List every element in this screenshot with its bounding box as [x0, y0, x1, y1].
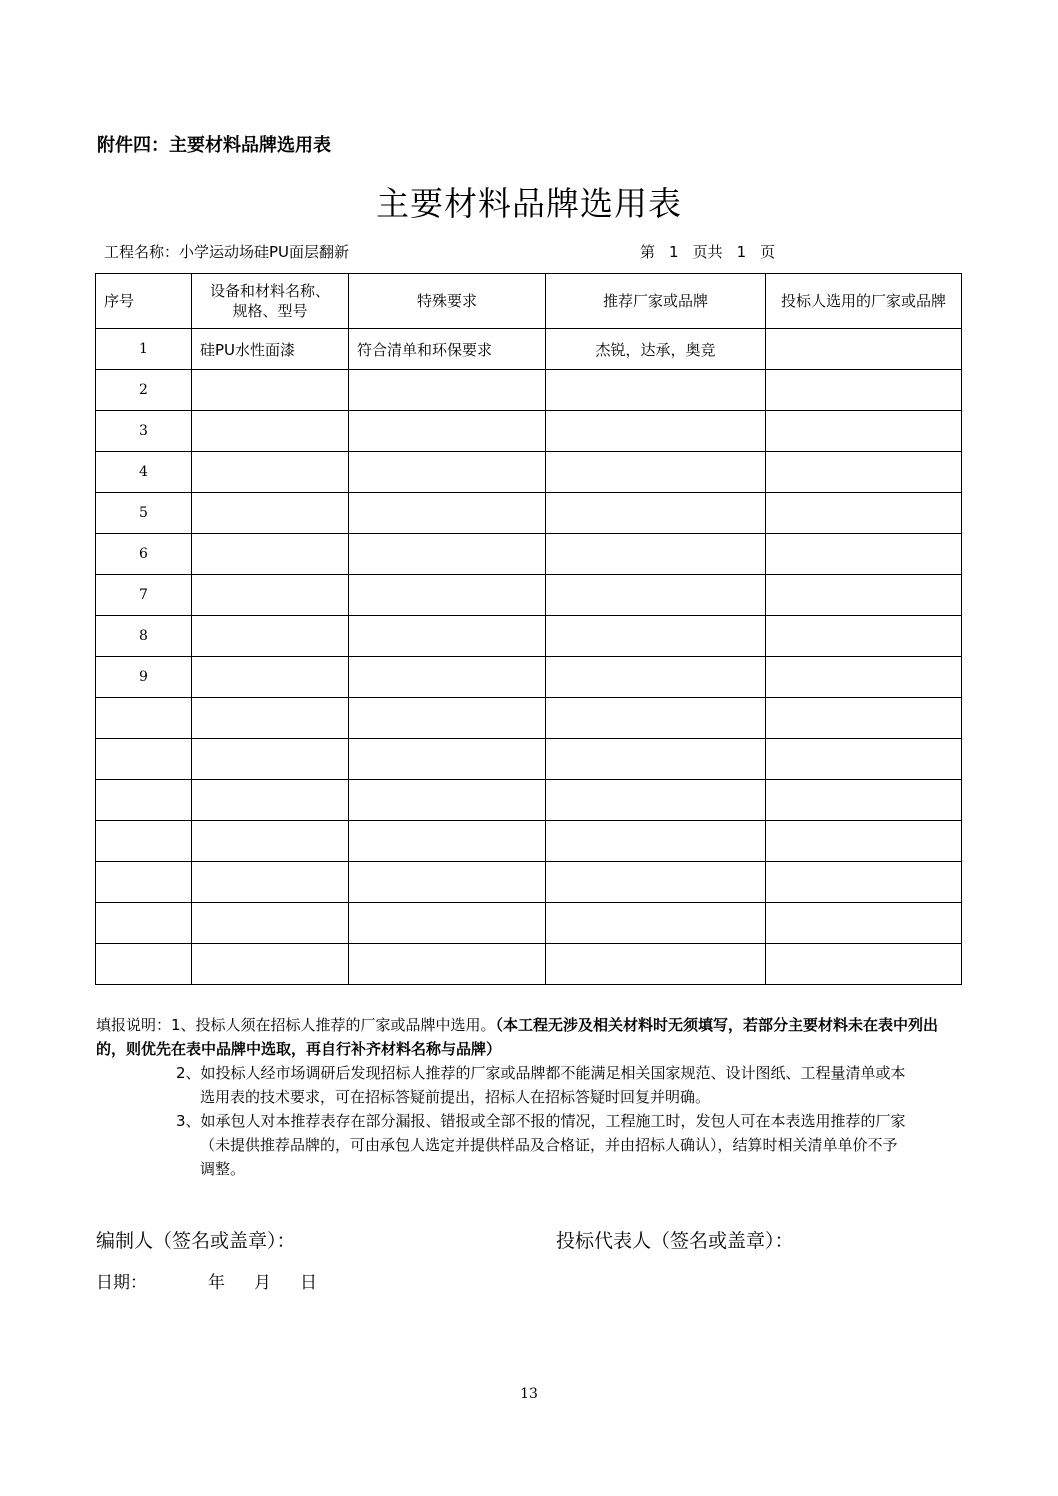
cell-bidder-brand [766, 370, 962, 411]
filling-instructions [96, 1013, 958, 1181]
cell-material-name [192, 862, 349, 903]
cell-recommended-brand [546, 780, 766, 821]
table-row [96, 493, 962, 534]
cell-recommended-brand [546, 493, 766, 534]
table-row [96, 534, 962, 575]
note-1-bold: （本工程无涉及相关材料时无须填写，若部分主要材料未在表中列出的，则优先在表中品牌中选取，再自行补齐材料名称与品牌） [96, 1016, 939, 1058]
cell-special-requirements [349, 698, 546, 739]
cell-bidder-brand [766, 452, 962, 493]
header-material-name: 设备和材料名称、 规格、型号 [192, 274, 349, 329]
note-1 [96, 1013, 958, 1061]
cell-serial: 5 [96, 493, 192, 534]
preparer-signature: 编制人（签名或盖章）： [96, 1230, 296, 1252]
cell-bidder-brand [766, 821, 962, 862]
cell-serial [96, 821, 192, 862]
table-header-row [96, 274, 962, 329]
cell-bidder-brand [766, 493, 962, 534]
table-row [96, 575, 962, 616]
cell-serial: 2 [96, 370, 192, 411]
table-row [96, 452, 962, 493]
cell-bidder-brand [766, 329, 962, 370]
cell-bidder-brand [766, 616, 962, 657]
date-day: 日 [300, 1273, 317, 1293]
cell-special-requirements [349, 575, 546, 616]
cell-recommended-brand [546, 534, 766, 575]
cell-special-requirements [349, 739, 546, 780]
cell-special-requirements [349, 657, 546, 698]
cell-material-name [192, 370, 349, 411]
cell-recommended-brand [546, 821, 766, 862]
table-row [96, 411, 962, 452]
cell-serial [96, 780, 192, 821]
cell-material-name: 硅PU水性面漆 [192, 329, 349, 370]
header-serial: 序号 [96, 274, 192, 329]
cell-serial [96, 739, 192, 780]
table-row [96, 821, 962, 862]
cell-serial: 6 [96, 534, 192, 575]
cell-serial: 8 [96, 616, 192, 657]
date-label: 日期： [96, 1273, 147, 1293]
cell-material-name [192, 821, 349, 862]
cell-recommended-brand [546, 903, 766, 944]
cell-serial [96, 862, 192, 903]
date-line [96, 1268, 317, 1293]
table-row [96, 616, 962, 657]
cell-serial: 3 [96, 411, 192, 452]
date-year: 年 [208, 1273, 225, 1293]
cell-special-requirements [349, 452, 546, 493]
cell-serial [96, 903, 192, 944]
cell-material-name [192, 944, 349, 985]
header-recommended-brand: 推荐厂家或品牌 [546, 274, 766, 329]
cell-bidder-brand [766, 575, 962, 616]
note-3-line-1: 3、如承包人对本推荐表存在部分漏报、错报或全部不报的情况，工程施工时，发包人可在本表选用推荐的厂家 [176, 1112, 906, 1130]
cell-serial: 7 [96, 575, 192, 616]
table-row [96, 780, 962, 821]
note-3-line-2: （未提供推荐品牌的，可由承包人选定并提供样品及合格证，并由招标人确认），结算时相关清单单价不予 [200, 1136, 898, 1154]
cell-bidder-brand [766, 944, 962, 985]
cell-recommended-brand [546, 411, 766, 452]
cell-bidder-brand [766, 903, 962, 944]
cell-bidder-brand [766, 657, 962, 698]
cell-serial: 1 [96, 329, 192, 370]
cell-special-requirements [349, 903, 546, 944]
cell-recommended-brand [546, 657, 766, 698]
cell-recommended-brand [546, 452, 766, 493]
page-info-prefix: 第 [640, 243, 656, 261]
cell-material-name [192, 411, 349, 452]
cell-bidder-brand [766, 780, 962, 821]
document-title: 主要材料品牌选用表 [376, 184, 682, 223]
header-bidder-selected-brand: 投标人选用的厂家或品牌 [766, 274, 962, 329]
cell-special-requirements [349, 534, 546, 575]
table-row [96, 903, 962, 944]
page-info-mid: 页共 [692, 243, 723, 261]
cell-material-name [192, 452, 349, 493]
page-info-current: 1 [669, 243, 679, 261]
cell-material-name [192, 534, 349, 575]
cell-recommended-brand [546, 944, 766, 985]
page-info-suffix: 页 [760, 243, 776, 261]
cell-serial [96, 698, 192, 739]
cell-special-requirements [349, 411, 546, 452]
date-month: 月 [254, 1273, 271, 1293]
cell-recommended-brand [546, 370, 766, 411]
cell-special-requirements [349, 616, 546, 657]
bidder-rep-signature: 投标代表人（签名或盖章）： [556, 1230, 794, 1252]
cell-bidder-brand [766, 862, 962, 903]
cell-material-name [192, 698, 349, 739]
cell-serial [96, 944, 192, 985]
header-special-requirements: 特殊要求 [349, 274, 546, 329]
cell-bidder-brand [766, 411, 962, 452]
cell-material-name [192, 739, 349, 780]
cell-special-requirements [349, 944, 546, 985]
cell-special-requirements [349, 821, 546, 862]
cell-recommended-brand [546, 575, 766, 616]
cell-material-name [192, 493, 349, 534]
cell-material-name [192, 903, 349, 944]
note-1-text: 填报说明：1、投标人须在招标人推荐的厂家或品牌中选用。 [96, 1016, 496, 1034]
cell-material-name [192, 575, 349, 616]
page-number: 13 [520, 1386, 538, 1402]
note-3-line-3: 调整。 [200, 1160, 246, 1178]
table-row [96, 657, 962, 698]
table-row [96, 698, 962, 739]
project-name: 工程名称：小学运动场硅PU面层翻新 [104, 243, 350, 261]
attachment-label: 附件四：主要材料品牌选用表 [97, 135, 331, 156]
table-row [96, 739, 962, 780]
cell-special-requirements [349, 780, 546, 821]
table-row [96, 329, 962, 370]
cell-recommended-brand [546, 862, 766, 903]
cell-serial: 9 [96, 657, 192, 698]
cell-recommended-brand [546, 616, 766, 657]
cell-special-requirements [349, 493, 546, 534]
table-row [96, 862, 962, 903]
cell-recommended-brand [546, 698, 766, 739]
cell-special-requirements: 符合清单和环保要求 [349, 329, 546, 370]
cell-special-requirements [349, 862, 546, 903]
cell-serial: 4 [96, 452, 192, 493]
table-row [96, 944, 962, 985]
note-2-line-1: 2、如投标人经市场调研后发现招标人推荐的厂家或品牌都不能满足相关国家规范、设计图纸、工程量清单或本 [176, 1064, 906, 1082]
brand-selection-table [95, 273, 962, 985]
cell-recommended-brand [546, 739, 766, 780]
table-row [96, 370, 962, 411]
page-info [640, 241, 789, 262]
cell-bidder-brand [766, 739, 962, 780]
cell-material-name [192, 657, 349, 698]
cell-material-name [192, 616, 349, 657]
cell-bidder-brand [766, 534, 962, 575]
cell-material-name [192, 780, 349, 821]
cell-bidder-brand [766, 698, 962, 739]
cell-recommended-brand: 杰锐，达承，奥竞 [546, 329, 766, 370]
cell-special-requirements [349, 370, 546, 411]
note-2-line-2: 选用表的技术要求，可在招标答疑前提出，招标人在招标答疑时回复并明确。 [200, 1088, 711, 1106]
page-info-total: 1 [736, 243, 747, 261]
